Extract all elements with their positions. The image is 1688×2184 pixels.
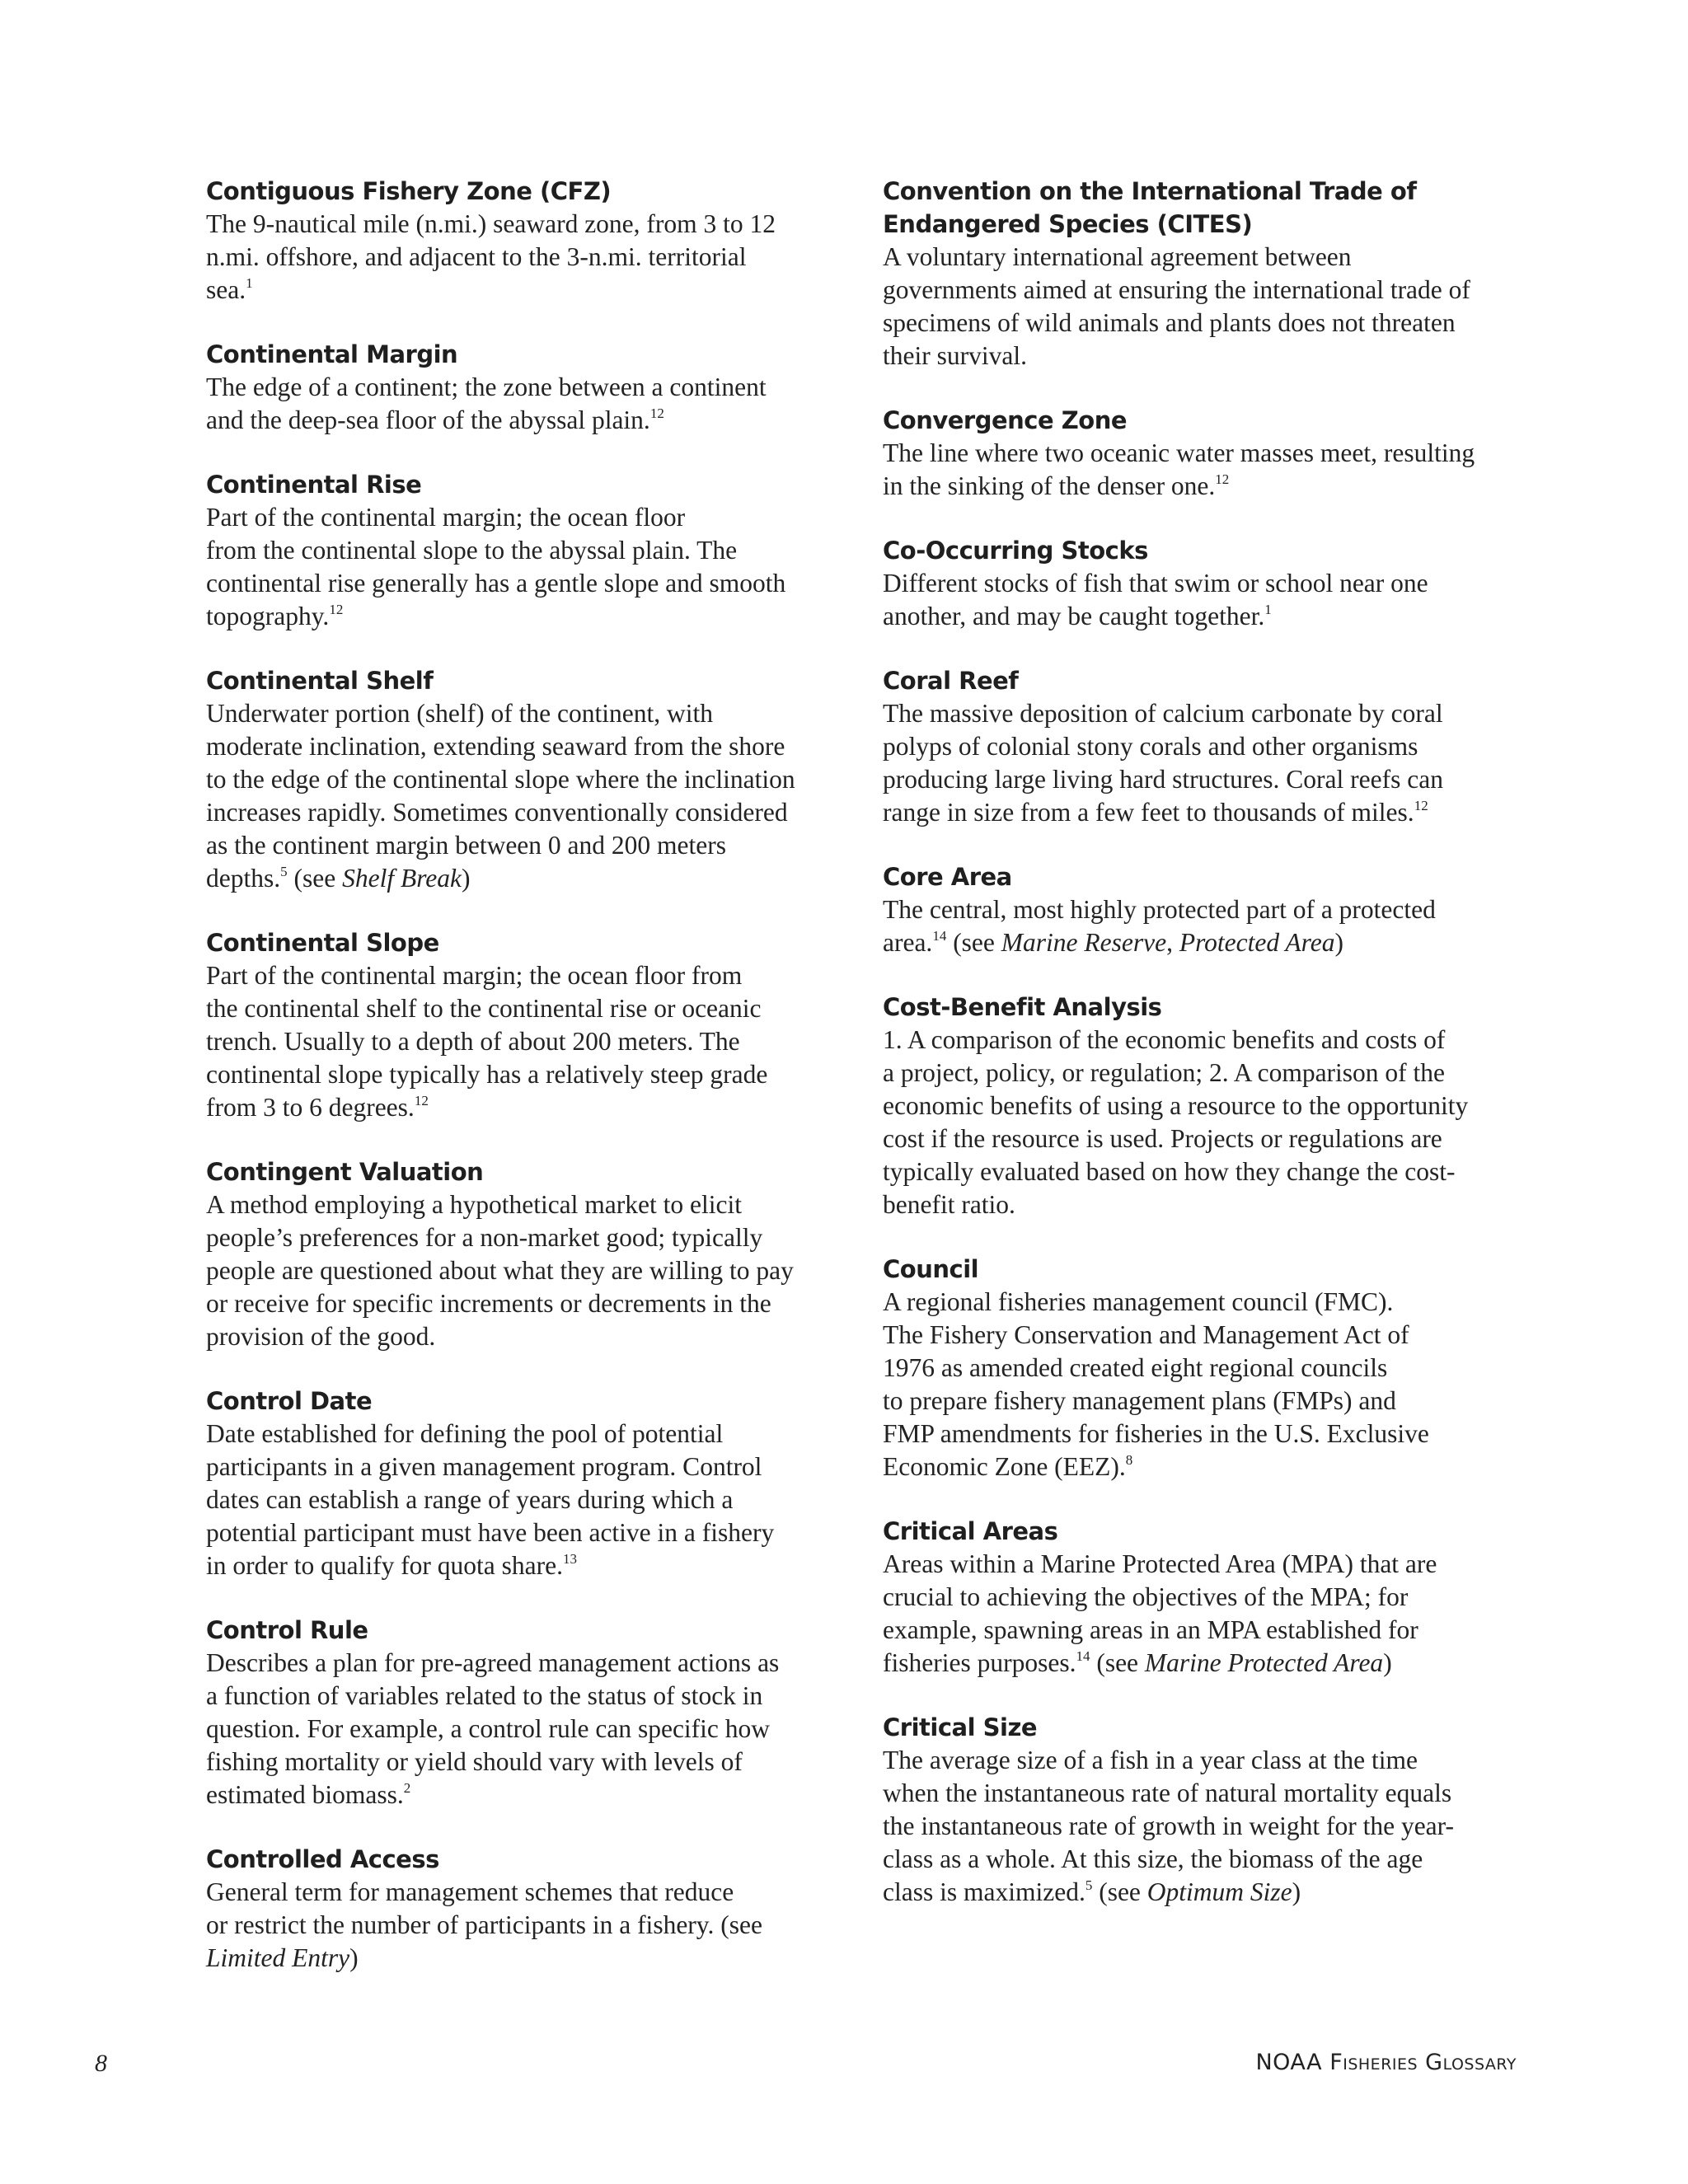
glossary-entry-continental-rise (206, 468, 841, 633)
running-footer: NOAA Fisheries Glossary (1255, 2050, 1517, 2075)
glossary-entry-cost-benefit-analysis (883, 991, 1517, 1221)
glossary-entry-continental-margin (206, 338, 841, 437)
glossary-term: Continental Margin (206, 340, 458, 368)
glossary-definition: A voluntary international agreement between governments aimed at ensuring the international trade of specimens of wild animals and plants does not threaten their survival. (883, 242, 1470, 370)
footnote-reference: 8 (1125, 1452, 1133, 1468)
glossary-definition: The 9-nautical mile (n.mi.) seaward zone, from 3 to 12 n.mi. offshore, and adjacent to the 3-n.mi. territorial sea.$^1$ (206, 209, 776, 304)
glossary-entry-continental-slope (206, 926, 841, 1124)
page-number: 8 (95, 2050, 107, 2077)
cross-reference: Shelf Break (342, 864, 462, 893)
glossary-entry-convention-on-the-international-trade-of-endangered-species-cites (883, 175, 1517, 373)
cross-reference: Protected Area (1179, 928, 1335, 957)
glossary-definition: The central, most highly protected part of a protected area.$^{14}$ (see Marine Reserve, Protected Area) (883, 895, 1436, 957)
footnote-reference: 5 (1085, 1877, 1093, 1893)
glossary-term: Control Date (206, 1387, 373, 1415)
left-column (206, 175, 841, 2006)
footnote-reference: 14 (932, 928, 947, 944)
glossary-entry-core-area (883, 860, 1517, 959)
footnote-reference: 12 (1414, 798, 1428, 813)
glossary-definition: Describes a plan for pre-agreed management actions as a function of variables related to the status of stock in question. For example, a control rule can specific how fishing mortality or yield should vary with levels of estimated biomass.$^2$ (206, 1648, 780, 1809)
glossary-term: Convergence Zone (883, 406, 1128, 434)
glossary-entry-contingent-valuation (206, 1155, 841, 1353)
glossary-term: Coral Reef (883, 667, 1019, 695)
glossary-entry-convergence-zone (883, 404, 1517, 503)
glossary-entry-co-occurring-stocks (883, 534, 1517, 633)
glossary-definition: Part of the continental margin; the ocean floor from the continental shelf to the continental rise or oceanic trench. Usually to a depth of about 200 meters. The continental slope typically has a relatively steep grade from 3 to 6 degrees.$^{12}$ (206, 961, 768, 1122)
glossary-definition: A regional fisheries management council (FMC). The Fishery Conservation and Management Act of 1976 as amended created eight regional councils to prepare fishery management plans (FMPs) and FMP amendments for fisheries in the U.S. Exclusive Economic Zone (EEZ).$^8$ (883, 1287, 1429, 1481)
glossary-term: Critical Areas (883, 1517, 1058, 1545)
glossary-definition: Date established for defining the pool of potential participants in a given management program. Control dates can establish a range of years during which a potential participant must have been active in a fishery in order to qualify for quota share.$^{13}$ (206, 1419, 775, 1580)
footnote-reference: 12 (414, 1093, 429, 1108)
glossary-term: Continental Shelf (206, 667, 434, 695)
footnote-reference: 14 (1076, 1648, 1090, 1664)
glossary-term: Convention on the International Trade of Endangered Species (CITES) (883, 177, 1417, 238)
glossary-entry-control-rule (206, 1614, 841, 1811)
glossary-definition: The edge of a continent; the zone between a continent and the deep-sea floor of the abyssal plain.$^{12}$ (206, 373, 767, 434)
glossary-term: Control Rule (206, 1616, 368, 1644)
footnote-reference: 2 (403, 1780, 411, 1796)
glossary-term: Co-Occurring Stocks (883, 537, 1148, 565)
footnote-reference: 1 (1264, 602, 1272, 617)
glossary-definition: Part of the continental margin; the ocean floor from the continental slope to the abyssal plain. The continental rise generally has a gentle slope and smooth topography.$^{12}$ (206, 503, 786, 630)
glossary-term: Continental Slope (206, 929, 439, 957)
footnote-reference: 5 (280, 864, 288, 879)
glossary-definition: General term for management schemes that reduce or restrict the number of participants in a fishery. (see Limited Entry) (206, 1877, 762, 1972)
glossary-term: Core Area (883, 863, 1012, 891)
footnote-reference: 12 (649, 405, 664, 421)
cross-reference: Marine Reserve (1001, 928, 1167, 957)
footnote-reference: 13 (563, 1551, 577, 1567)
glossary-term: Continental Rise (206, 471, 422, 499)
glossary-definition: Areas within a Marine Protected Area (MPA) that are crucial to achieving the objectives of the MPA; for example, spawning areas in an MPA established for fisheries purposes.$^{14}$ (see Marine Protected Area) (883, 1549, 1437, 1677)
glossary-term: Contiguous Fishery Zone (CFZ) (206, 177, 612, 205)
glossary-entry-continental-shelf (206, 664, 841, 895)
footnote-reference: 12 (329, 602, 344, 617)
glossary-entry-controlled-access (206, 1843, 841, 1975)
glossary-entry-coral-reef (883, 664, 1517, 829)
glossary-term: Controlled Access (206, 1845, 439, 1873)
glossary-entry-council (883, 1253, 1517, 1483)
cross-reference: Marine Protected Area (1144, 1648, 1384, 1677)
glossary-definition: The massive deposition of calcium carbonate by coral polyps of colonial stony corals and other organisms producing large living hard structures. Coral reefs can range in size from a few feet to thousands of miles.$^{12}$ (883, 699, 1443, 827)
glossary-term: Critical Size (883, 1713, 1037, 1741)
right-column (883, 175, 1517, 1940)
glossary-definition: Underwater portion (shelf) of the continent, with moderate inclination, extending seaward from the shore to the edge of the continental slope where the inclination increases rapidly. Sometimes conventionally considered as the continent margin between 0 and 200 meters depths.$^5$ (see Shelf Break) (206, 699, 795, 893)
glossary-definition: A method employing a hypothetical market to elicit people’s preferences for a non-market good; typically people are questioned about what they are willing to pay or receive for specific increments or decrements in the provision of the good. (206, 1190, 794, 1351)
glossary-definition: 1. A comparison of the economic benefits and costs of a project, policy, or regulation; 2. A comparison of the economic benefits of using a resource to the opportunity cost if the resource is used. Projects or regulations are typically evaluated based on how they change the cost- benefit ratio. (883, 1025, 1469, 1219)
glossary-entry-control-date (206, 1385, 841, 1582)
glossary-term: Contingent Valuation (206, 1158, 484, 1186)
glossary-entry-critical-size (883, 1711, 1517, 1909)
footnote-reference: 1 (246, 275, 253, 291)
glossary-term: Cost-Benefit Analysis (883, 993, 1162, 1021)
cross-reference: Optimum Size (1146, 1877, 1292, 1906)
cross-reference: Limited Entry (206, 1943, 350, 1972)
glossary-entry-critical-areas (883, 1515, 1517, 1680)
glossary-term: Council (883, 1255, 979, 1283)
glossary-definition: Different stocks of fish that swim or school near one another, and may be caught together.$^1$ (883, 569, 1428, 630)
glossary-entry-contiguous-fishery-zone-cfz (206, 175, 841, 307)
footnote-reference: 12 (1215, 471, 1230, 487)
glossary-definition: The line where two oceanic water masses meet, resulting in the sinking of the denser one.$^{12}$ (883, 438, 1475, 500)
glossary-definition: The average size of a fish in a year class at the time when the instantaneous rate of natural mortality equals the instantaneous rate of growth in weight for the year- class as a whole. At this size, the biomass of the age class is maximized.$^5$ (see Optimum Size) (883, 1746, 1455, 1906)
